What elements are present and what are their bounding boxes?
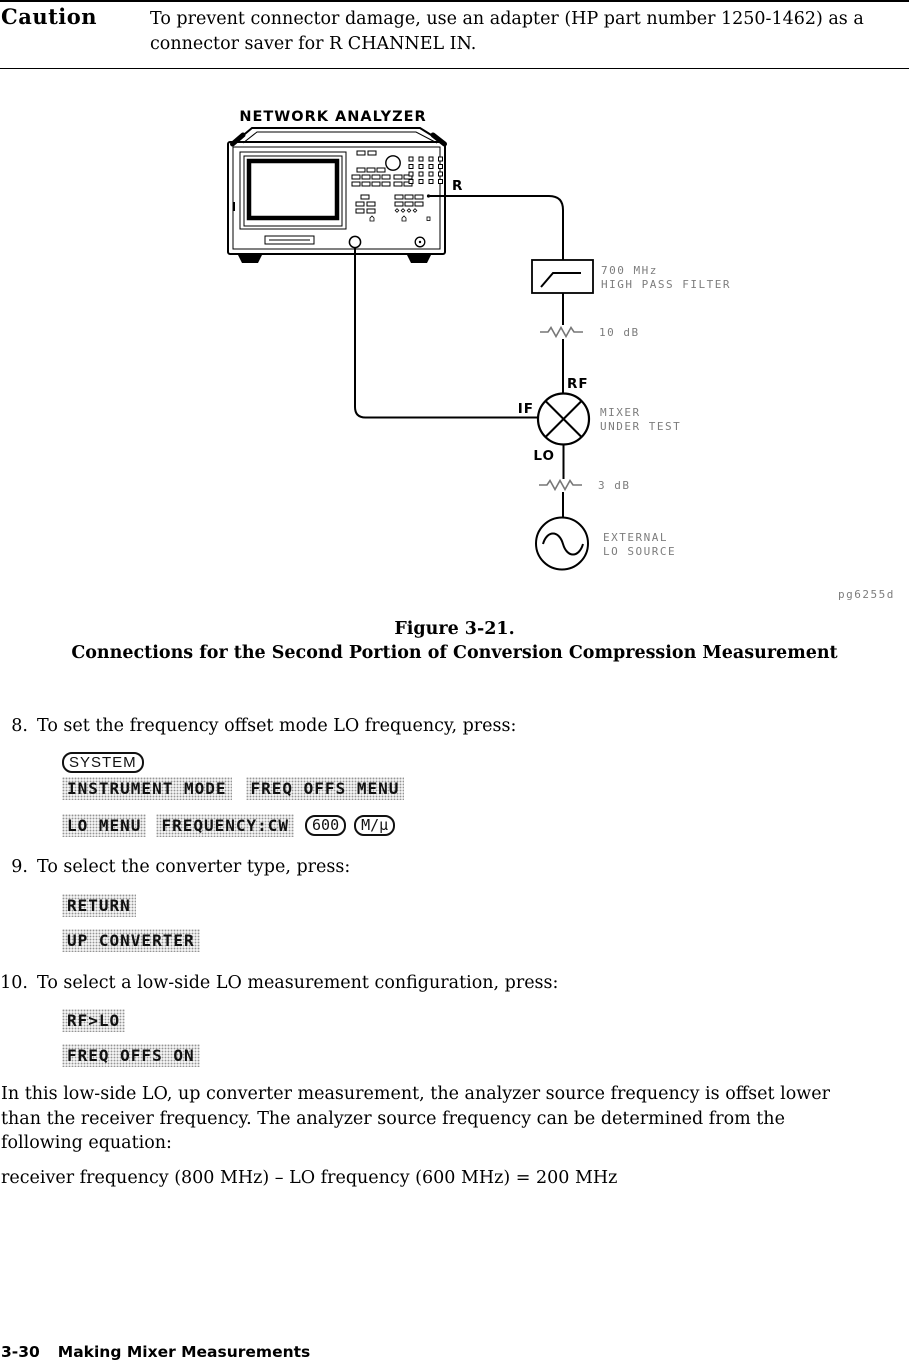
receiver-input-connector bbox=[415, 237, 425, 247]
source-output-connector bbox=[349, 236, 360, 247]
instrument-mode-softkey: INSTRUMENT MODE bbox=[62, 777, 232, 800]
step-10-heading bbox=[0, 973, 558, 993]
plot-code: pg6255d bbox=[838, 588, 895, 601]
step-10-text: To select a low-side LO measurement configuration, press: bbox=[37, 973, 559, 993]
footer-page-number: 3-30 bbox=[1, 1343, 40, 1361]
rf-gt-lo-softkey: RF>LO bbox=[62, 1009, 125, 1032]
figure-caption bbox=[0, 618, 909, 665]
step-8-key-row-1 bbox=[62, 752, 156, 773]
caution-heading: Caution bbox=[1, 4, 98, 29]
return-softkey: RETURN bbox=[62, 894, 136, 917]
step-8-number: 8. bbox=[11, 716, 28, 736]
600-hardkey: 600 bbox=[305, 815, 346, 836]
caution-line-2: connector saver for R CHANNEL IN. bbox=[150, 33, 477, 54]
lo-menu-softkey: LO MENU bbox=[62, 814, 146, 837]
analyzer-foot-right bbox=[407, 255, 431, 263]
analyzer-screen bbox=[233, 152, 347, 229]
figure-caption-line1: Figure 3-21. bbox=[394, 619, 515, 639]
step-8-key-row-3 bbox=[62, 814, 407, 837]
rf-port-label: RF bbox=[567, 376, 589, 392]
analyzer-foot-left bbox=[238, 255, 262, 263]
if-port-label: IF bbox=[517, 401, 534, 417]
caution-line-1: To prevent connector damage, use an adapter (HP part number 1250-1462) as a bbox=[150, 9, 864, 29]
external-lo-source-symbol bbox=[536, 518, 588, 570]
section-divider bbox=[0, 68, 909, 69]
frequency-cw-softkey: FREQUENCY:CW bbox=[156, 814, 294, 837]
step-10-key-row-1 bbox=[62, 1009, 139, 1032]
page-top-edge bbox=[0, 0, 909, 2]
system-hardkey: SYSTEM bbox=[62, 752, 144, 773]
page-footer bbox=[1, 1343, 310, 1361]
up-converter-softkey: UP CONVERTER bbox=[62, 929, 200, 952]
freq-offs-on-softkey: FREQ OFFS ON bbox=[62, 1044, 200, 1067]
caution-text bbox=[150, 7, 909, 56]
network-analyzer-drawing bbox=[228, 128, 445, 263]
m-mu-hardkey: M/μ bbox=[354, 815, 395, 836]
mixer-label-line1: MIXER bbox=[600, 406, 641, 419]
connection-diagram bbox=[0, 98, 909, 610]
step-9-text: To select the converter type, press: bbox=[37, 857, 351, 877]
source-label-line2: LO SOURCE bbox=[603, 545, 677, 558]
diagram-title: NETWORK ANALYZER bbox=[239, 109, 427, 125]
step-9-heading bbox=[0, 857, 350, 877]
disk-drive-slot bbox=[265, 236, 314, 244]
attenuator-3db-symbol bbox=[539, 481, 582, 490]
step-8-heading bbox=[0, 716, 516, 736]
filter-label-line1: 700 MHz bbox=[601, 264, 658, 277]
mixer-label-line2: UNDER TEST bbox=[600, 420, 682, 433]
attenuator-3db-label: 3 dB bbox=[598, 479, 631, 492]
step-9-key-row-2 bbox=[62, 929, 214, 952]
r-port-label: R bbox=[452, 178, 464, 194]
mixer-symbol bbox=[538, 394, 589, 445]
step-10-number: 10. bbox=[0, 973, 28, 993]
freq-offs-menu-softkey: FREQ OFFS MENU bbox=[246, 777, 405, 800]
footer-chapter-title: Making Mixer Measurements bbox=[57, 1343, 311, 1361]
step-8-text: To set the frequency offset mode LO frequency, press: bbox=[37, 716, 517, 736]
r-channel-connector bbox=[427, 194, 430, 197]
attenuator-10db-symbol bbox=[540, 328, 583, 337]
body-line-2: than the receiver frequency. The analyzer source frequency can be determined from the bbox=[1, 1108, 785, 1129]
filter-label-line2: HIGH PASS FILTER bbox=[601, 278, 731, 291]
body-paragraph bbox=[1, 1082, 830, 1156]
attenuator-10db-label: 10 dB bbox=[599, 326, 640, 339]
lo-port-label: LO bbox=[533, 448, 555, 464]
figure-caption-line2: Connections for the Second Portion of Conversion Compression Measurement bbox=[71, 642, 838, 663]
frequency-equation: receiver frequency (800 MHz) – LO frequency (600 MHz) = 200 MHz bbox=[1, 1168, 618, 1188]
r-wire bbox=[430, 196, 563, 260]
step-9-number: 9. bbox=[11, 857, 28, 877]
front-panel-buttons bbox=[352, 151, 443, 221]
step-8-key-row-2 bbox=[62, 777, 418, 800]
front-panel-knob bbox=[386, 156, 400, 170]
source-label-line1: EXTERNAL bbox=[603, 531, 668, 544]
step-9-key-row-1 bbox=[62, 894, 150, 917]
body-line-3: following equation: bbox=[1, 1133, 172, 1153]
step-10-key-row-2 bbox=[62, 1044, 214, 1067]
if-wire bbox=[355, 248, 538, 418]
body-line-1: In this low-side LO, up converter measurement, the analyzer source frequency is offset lower bbox=[1, 1084, 830, 1104]
high-pass-filter-symbol bbox=[532, 260, 593, 293]
